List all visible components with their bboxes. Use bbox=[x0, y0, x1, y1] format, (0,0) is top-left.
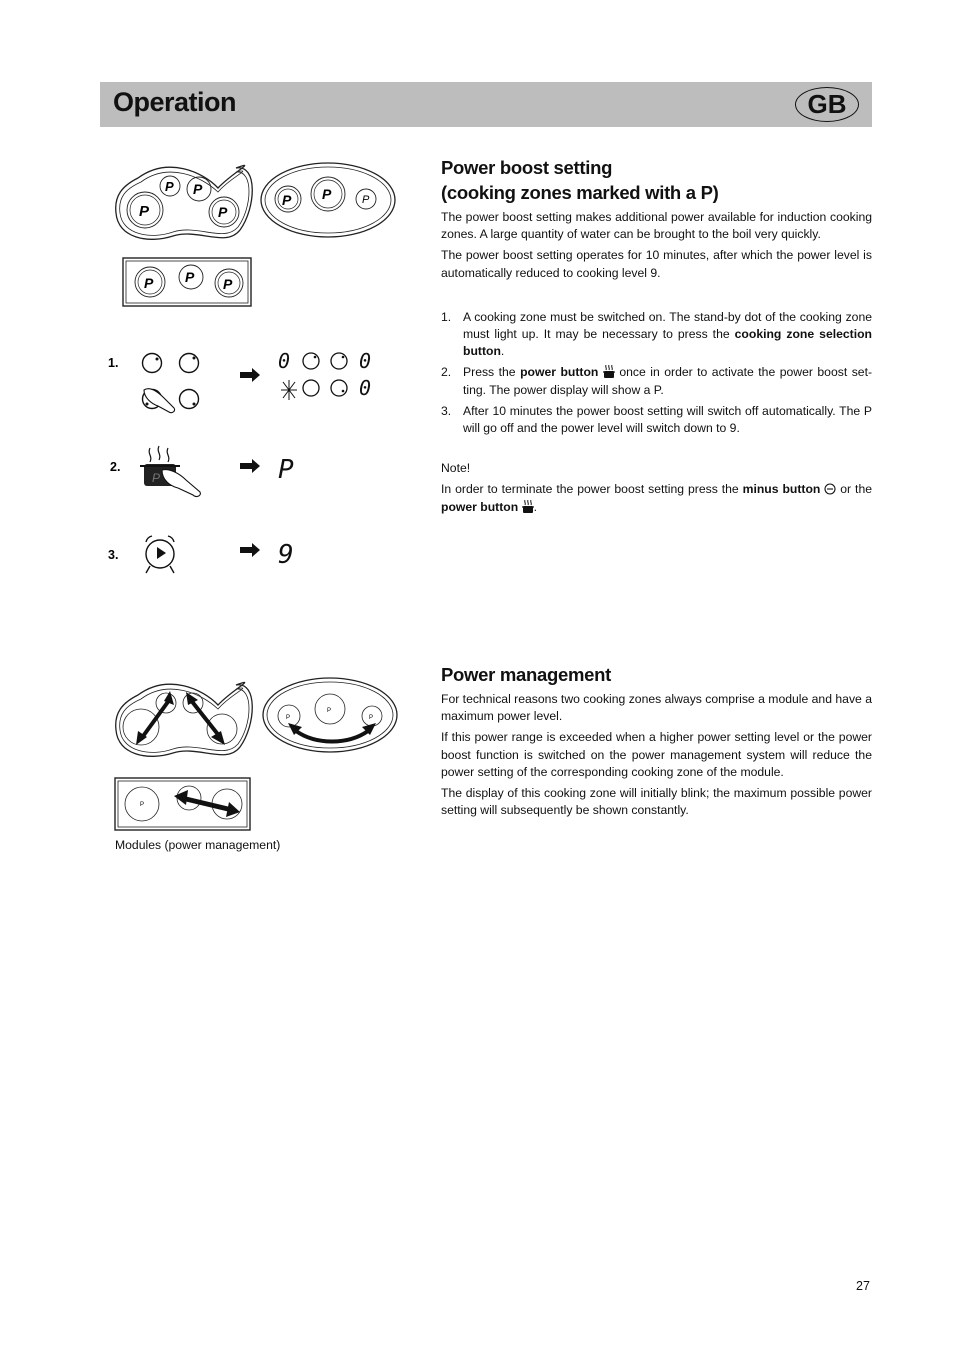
step-item: 3. After 10 minutes the power boost setting will switch off automatically. The P will go off and the power level will switch down to 9. bbox=[441, 403, 872, 436]
svg-text:0: 0 bbox=[359, 349, 372, 373]
figure-caption: Modules (power management) bbox=[115, 838, 281, 852]
power-management-para2: If this power range is exceeded when a higher power setting level or the power boost function is switched on the power management system will reduce the power setting of the corresponding cooking zone of the module. bbox=[441, 730, 872, 779]
step-item: 2. Press the power button once in order to activate the power boost set-ting. The power display will show a P. bbox=[441, 365, 873, 397]
hob-layouts-figure bbox=[108, 158, 408, 313]
svg-text:P: P bbox=[139, 203, 150, 220]
note-label: Note! bbox=[441, 461, 471, 476]
page-title: Operation bbox=[113, 87, 237, 117]
right-arrow-icon bbox=[240, 459, 260, 473]
power-boost-duration: The power boost setting operates for 10 minutes, after which the power level is automatically reduced to cooking level 9. bbox=[441, 248, 872, 280]
step-item: 1. A cooking zone must be switched on. The stand-by dot of the cooking zone must light up. It may be necessary to press the cooking zone selection button. bbox=[441, 309, 872, 359]
power-boost-intro: The power boost setting makes additional power available for induction cooking zones. A large quantity of water can be brought to the boil very quickly. bbox=[441, 210, 872, 242]
step2-label: 2. bbox=[110, 460, 121, 474]
power-management-section bbox=[441, 662, 872, 823]
rectangular-hob bbox=[123, 258, 251, 306]
page-number: 27 bbox=[856, 1279, 870, 1293]
svg-text:P: P bbox=[286, 715, 291, 721]
svg-text:P: P bbox=[362, 194, 370, 206]
note-text: In order to terminate the power boost setting press the minus button or the power button . bbox=[441, 482, 872, 514]
oval-hob-modules bbox=[263, 678, 397, 752]
svg-text:P: P bbox=[223, 276, 233, 292]
power-management-para3: The display of this cooking zone will initially blink; the maximum possible power setting will subsequently be shown constantly. bbox=[441, 786, 872, 818]
power-boost-section bbox=[441, 155, 872, 520]
kidney-hob-modules bbox=[116, 682, 253, 756]
modules-figure bbox=[108, 675, 408, 835]
display-nine: 9 bbox=[278, 540, 294, 570]
power-management-para1: For technical reasons two cooking zones always comprise a module and have a maximum power level. bbox=[441, 692, 872, 724]
svg-text:P: P bbox=[322, 186, 332, 202]
svg-text:P: P bbox=[369, 715, 374, 721]
display-readout-step1 bbox=[278, 349, 371, 400]
svg-text:0: 0 bbox=[278, 349, 291, 373]
pot-power-icon bbox=[140, 446, 200, 496]
svg-text:0: 0 bbox=[359, 376, 372, 400]
rectangular-hob-modules bbox=[115, 778, 250, 830]
step1-label: 1. bbox=[108, 356, 119, 370]
svg-text:P: P bbox=[144, 275, 154, 291]
svg-text:P: P bbox=[282, 192, 292, 208]
kidney-hob bbox=[116, 161, 253, 239]
steps-figure bbox=[100, 340, 390, 585]
pot-power-icon bbox=[522, 500, 534, 513]
oval-hob bbox=[261, 163, 395, 237]
svg-text:P: P bbox=[193, 181, 203, 197]
minus-circle-icon bbox=[824, 483, 836, 495]
pot-power-icon bbox=[603, 365, 615, 378]
right-arrow-icon bbox=[240, 368, 260, 382]
power-boost-steps bbox=[441, 309, 872, 437]
svg-text:P: P bbox=[165, 179, 174, 194]
svg-text:P: P bbox=[185, 269, 195, 285]
alarm-clock-icon bbox=[146, 536, 174, 573]
svg-text:P: P bbox=[218, 204, 228, 220]
power-boost-heading: Power boost setting (cooking zones marked with a P) bbox=[441, 157, 719, 203]
svg-text:P: P bbox=[140, 802, 145, 808]
display-p: P bbox=[278, 455, 294, 485]
power-management-heading: Power management bbox=[441, 664, 611, 685]
page-header bbox=[100, 82, 872, 127]
svg-text:P: P bbox=[152, 471, 161, 485]
language-badge: GB bbox=[795, 87, 859, 122]
svg-text:P: P bbox=[327, 708, 332, 714]
step3-label: 3. bbox=[108, 548, 119, 562]
zone-select-buttons bbox=[143, 354, 199, 413]
right-arrow-icon bbox=[240, 543, 260, 557]
